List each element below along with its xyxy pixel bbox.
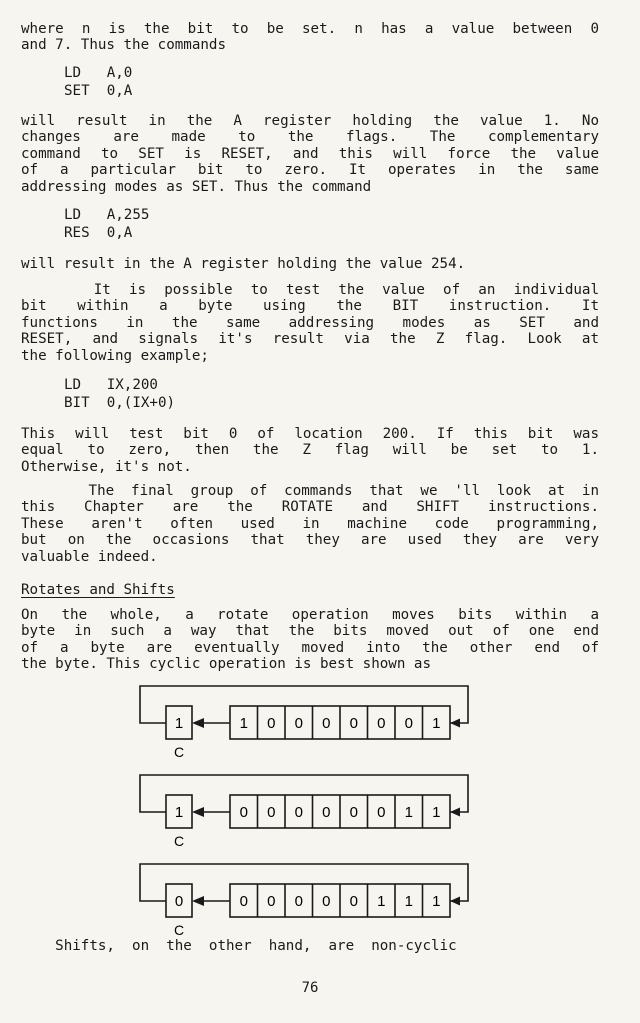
text-line: equal to zero, then the Z flag will be set to 1. bbox=[21, 442, 599, 459]
bit-cell: 0 bbox=[322, 715, 331, 732]
paragraph-shifts bbox=[21, 938, 599, 954]
rotate-diagram-3 bbox=[136, 862, 472, 942]
text-line: It is possible to test the value of an individual bbox=[21, 282, 599, 298]
text-line: this Chapter are the ROTATE and SHIFT instructions. bbox=[21, 499, 599, 516]
bit-cell: 0 bbox=[294, 804, 303, 821]
paragraph-test-bit bbox=[21, 426, 599, 475]
paragraph-reset bbox=[21, 113, 599, 195]
bit-cell: 0 bbox=[377, 715, 386, 732]
rotate-diagram-svg bbox=[136, 773, 472, 853]
text-line: and 7. Thus the commands bbox=[21, 37, 226, 54]
text-line: The final group of commands that we 'll look at in bbox=[21, 483, 599, 499]
paragraph-bit-set-intro bbox=[21, 21, 599, 54]
section-heading-rotates-shifts: Rotates and Shifts bbox=[21, 582, 175, 598]
bit-cell: 0 bbox=[267, 893, 276, 910]
carry-label: C bbox=[173, 922, 185, 938]
bit-cell: 0 bbox=[267, 715, 276, 732]
bit-cell: 1 bbox=[404, 804, 413, 821]
text-line: the byte. This cyclic operation is best shown as bbox=[21, 656, 431, 673]
page-number: 76 bbox=[301, 980, 319, 996]
carry-flag-value: 0 bbox=[174, 893, 184, 910]
text-line: Otherwise, it's not. bbox=[21, 458, 192, 475]
text-line: addressing modes as SET. Thus the command bbox=[21, 178, 372, 195]
rotate-diagram-svg bbox=[136, 862, 472, 942]
text-line: This will test bit 0 of location 200. If this bit was bbox=[21, 426, 599, 442]
bit-cell: 0 bbox=[349, 715, 358, 732]
text-line: On the whole, a rotate operation moves bits within a bbox=[21, 607, 599, 623]
text-line: Shifts, on the other hand, are non-cyclic bbox=[21, 938, 457, 954]
text-line: will result in the A register holding the value 254. bbox=[21, 256, 466, 272]
text-line: changes are made to the flags. The complementary bbox=[21, 129, 599, 146]
code-line: SET 0,A bbox=[64, 83, 133, 99]
code-line: LD IX,200 bbox=[64, 377, 158, 393]
bit-cell: 1 bbox=[432, 804, 441, 821]
carry-label: C bbox=[173, 744, 185, 760]
code-line: LD A,0 bbox=[64, 65, 133, 81]
bit-cell: 0 bbox=[294, 715, 303, 732]
text-line: where n is the bit to be set. n has a value between 0 bbox=[21, 21, 599, 37]
paragraph-rotate-description bbox=[21, 607, 599, 673]
bit-cell: 0 bbox=[349, 804, 358, 821]
text-line: will result in the A register holding the value 1. No bbox=[21, 113, 599, 129]
bit-cell: 0 bbox=[239, 893, 248, 910]
text-line: command to SET is RESET, and this will force the value bbox=[21, 145, 599, 162]
bit-cell: 0 bbox=[349, 893, 358, 910]
bit-cell: 0 bbox=[322, 893, 331, 910]
rotate-diagram-2 bbox=[136, 773, 472, 853]
bit-cell: 0 bbox=[294, 893, 303, 910]
paragraph-result-254 bbox=[21, 256, 599, 272]
text-line: valuable indeed. bbox=[21, 548, 158, 565]
bit-cell: 0 bbox=[239, 804, 248, 821]
code-line: LD A,255 bbox=[64, 207, 150, 223]
bit-cell: 1 bbox=[432, 893, 441, 910]
code-block-set bbox=[64, 64, 132, 100]
text-line: bit within a byte using the BIT instruction. It bbox=[21, 298, 599, 315]
code-block-bit bbox=[64, 376, 175, 412]
text-line: RESET, and signals it's result via the Z flag. Look at bbox=[21, 331, 599, 348]
text-line: the following example; bbox=[21, 347, 209, 364]
text-line: functions in the same addressing modes as SET and bbox=[21, 314, 599, 331]
bit-cell: 0 bbox=[322, 804, 331, 821]
bit-cell: 1 bbox=[404, 893, 413, 910]
text-line: but on the occasions that they are used they are very bbox=[21, 532, 599, 549]
code-line: RES 0,A bbox=[64, 225, 133, 241]
carry-flag-value: 1 bbox=[174, 804, 184, 821]
code-block-res bbox=[64, 206, 149, 242]
rotate-diagram-1 bbox=[136, 684, 472, 764]
text-line: of a byte are eventually moved into the other end of bbox=[21, 639, 599, 656]
paragraph-rotate-shift-intro bbox=[21, 483, 599, 565]
text-line: These aren't often used in machine code programming, bbox=[21, 515, 599, 532]
bit-cell: 0 bbox=[404, 715, 413, 732]
bit-cell: 1 bbox=[377, 893, 386, 910]
carry-flag-value: 1 bbox=[174, 715, 184, 732]
bit-cell: 1 bbox=[239, 715, 248, 732]
rotate-diagram-svg bbox=[136, 684, 472, 764]
code-line: BIT 0,(IX+0) bbox=[64, 395, 176, 411]
bit-cell: 0 bbox=[267, 804, 276, 821]
carry-label: C bbox=[173, 833, 185, 849]
paragraph-bit-instruction bbox=[21, 282, 599, 364]
text-line: byte in such a way that the bits moved out of one end bbox=[21, 623, 599, 640]
bit-cell: 0 bbox=[377, 804, 386, 821]
bit-cell: 1 bbox=[432, 715, 441, 732]
text-line: of a particular bit to zero. It operates in the same bbox=[21, 162, 599, 179]
